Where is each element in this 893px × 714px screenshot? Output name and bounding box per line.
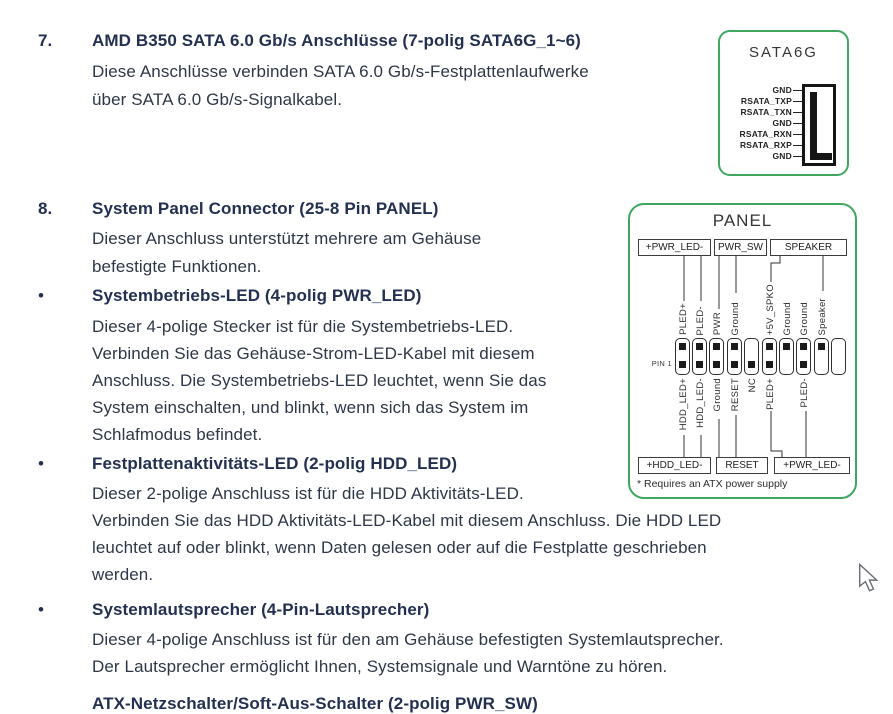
bullet-3-title: Systemlautsprecher (4-Pin-Lautsprecher) — [92, 600, 430, 619]
panel-pin — [731, 343, 738, 350]
bullet-1-dot: • — [38, 286, 44, 305]
panel-pin-label: Ground — [782, 301, 793, 335]
panel-footnote: * Requires an ATX power supply — [637, 478, 788, 490]
panel-pin — [713, 343, 720, 350]
sata-pin-leader-line — [793, 145, 802, 146]
panel-pin-slot — [744, 338, 759, 375]
panel-pin-header — [674, 337, 850, 376]
panel-box-pwr-led-top: +PWR_LED- — [638, 239, 711, 256]
panel-pin — [713, 361, 720, 368]
bullet-1-line-4: System einschalten, und blinkt, wenn sich das System im — [92, 398, 529, 417]
bullet-2-line-4: werden. — [92, 565, 154, 584]
bullet-1-line-1: Dieser 4-polige Stecker ist für die Systembetriebs-LED. — [92, 317, 514, 336]
panel-pin-label: PLED- — [695, 305, 706, 335]
sata-pin-label: RSATA_TXN — [740, 107, 792, 117]
sata6g-diagram — [718, 30, 849, 176]
panel-box-hdd-led: +HDD_LED- — [638, 457, 711, 474]
panel-pin-label: Speaker — [817, 297, 828, 335]
panel-pin — [818, 343, 825, 350]
panel-box-pwr-sw: PWR_SW — [714, 239, 767, 256]
section-8-number: 8. — [38, 199, 53, 218]
panel-pin-label: PLED+ — [678, 303, 689, 335]
panel-pin — [800, 361, 807, 368]
bullet-1-title: Systembetriebs-LED (4-polig PWR_LED) — [92, 286, 422, 305]
sata-pin-label: RSATA_RXP — [739, 140, 792, 150]
sata-pin-leader-line — [793, 123, 802, 124]
section-7-number: 7. — [38, 31, 53, 50]
mouse-cursor-icon — [858, 563, 880, 593]
sata-pin-label: GND — [772, 151, 792, 161]
panel-pin — [696, 343, 703, 350]
panel-pin — [800, 343, 807, 350]
bullet-1-line-3: Anschluss. Die Systembetriebs-LED leuchtet, wenn Sie das — [92, 371, 547, 390]
panel-pin-label: PLED- — [799, 378, 810, 408]
panel-pin — [766, 343, 773, 350]
panel-pin — [731, 361, 738, 368]
section-8-line-1: Dieser Anschluss unterstützt mehrere am Gehäuse — [92, 229, 482, 248]
panel-pin-label: PLED+ — [765, 378, 776, 410]
panel-top-pin-labels — [630, 205, 855, 335]
section-7-line-2: über SATA 6.0 Gb/s-Signalkabel. — [92, 90, 343, 109]
panel-pin-label: HDD_LED- — [695, 378, 706, 428]
panel-pin-label: Ground — [712, 378, 723, 412]
bullet-2-line-2: Verbinden Sie das HDD Aktivitäts-LED-Kabel mit diesem Anschluss. Die HDD LED — [92, 511, 722, 530]
panel-pin-label: +5V_SPKO — [765, 283, 776, 335]
bullet-3-line-2: Der Lautsprecher ermöglicht Ihnen, Systemsignale und Warntöne zu hören. — [92, 657, 668, 676]
clipped-next-heading: ATX-Netzschalter/Soft-Aus-Schalter (2-polig PWR_SW) — [92, 694, 538, 713]
sata-pin-leader-line — [793, 101, 802, 102]
panel-pin — [783, 343, 790, 350]
bullet-2-line-3: leuchtet auf oder blinkt, wenn Daten gelesen oder auf die Festplatte geschrieben — [92, 538, 707, 557]
bullet-1-line-5: Schlafmodus befindet. — [92, 425, 263, 444]
sata-pin-leader-line — [793, 112, 802, 113]
panel-pin — [679, 343, 686, 350]
sata-pin-leader-line — [793, 90, 802, 91]
bullet-1-line-2: Verbinden Sie das Gehäuse-Strom-LED-Kabel mit diesem — [92, 344, 535, 363]
sata6g-diagram-title: SATA6G — [749, 44, 818, 61]
panel-pin — [679, 361, 686, 368]
panel-diagram — [628, 203, 857, 499]
sata-pin-label: RSATA_TXP — [740, 96, 792, 106]
panel-pin — [748, 361, 755, 368]
bullet-2-dot: • — [38, 454, 44, 473]
sata-pin-label: RSATA_RXN — [739, 129, 792, 139]
panel-pin-label: PWR — [712, 311, 723, 335]
panel-pin-label: Ground — [730, 301, 741, 335]
sata-pin-label: GND — [772, 85, 792, 95]
sata-connector-key-foot — [810, 153, 832, 160]
section-7-line-1: Diese Anschlüsse verbinden SATA 6.0 Gb/s-Festplattenlaufwerke — [92, 62, 589, 81]
panel-box-speaker: SPEAKER — [770, 239, 847, 256]
panel-box-reset: RESET — [716, 457, 768, 474]
bullet-2-line-1: Dieser 2-polige Anschluss ist für die HDD Aktivitäts-LED. — [92, 484, 524, 503]
panel-pin — [766, 361, 773, 368]
sata-pin-label: GND — [772, 118, 792, 128]
panel-pin-label: RESET — [730, 378, 741, 412]
panel-pin-slot — [831, 338, 846, 375]
panel-bottom-pin-labels — [630, 378, 855, 456]
panel-pin-label: HDD_LED+ — [678, 378, 689, 431]
sata-pin-leader-line — [793, 134, 802, 135]
bullet-3-line-1: Dieser 4-polige Anschluss ist für den am Gehäuse befestigten Systemlautsprecher. — [92, 630, 724, 649]
bullet-3-dot: • — [38, 600, 44, 619]
panel-pin — [696, 361, 703, 368]
panel-pin-label: NC — [747, 378, 758, 393]
section-7-title: AMD B350 SATA 6.0 Gb/s Anschlüsse (7-polig SATA6G_1~6) — [92, 31, 581, 50]
panel-box-pwr-led-bottom: +PWR_LED- — [774, 457, 850, 474]
section-8-line-2: befestigte Funktionen. — [92, 257, 262, 276]
pin1-label: PIN 1 — [651, 359, 672, 368]
panel-pin-label: Ground — [799, 301, 810, 335]
sata-pin-leader-line — [793, 156, 802, 157]
section-8-title: System Panel Connector (25-8 Pin PANEL) — [92, 199, 439, 218]
sata-connector-key — [810, 92, 817, 160]
panel-diagram-title: PANEL — [712, 211, 773, 230]
bullet-2-title: Festplattenaktivitäts-LED (2-polig HDD_LED) — [92, 454, 458, 473]
